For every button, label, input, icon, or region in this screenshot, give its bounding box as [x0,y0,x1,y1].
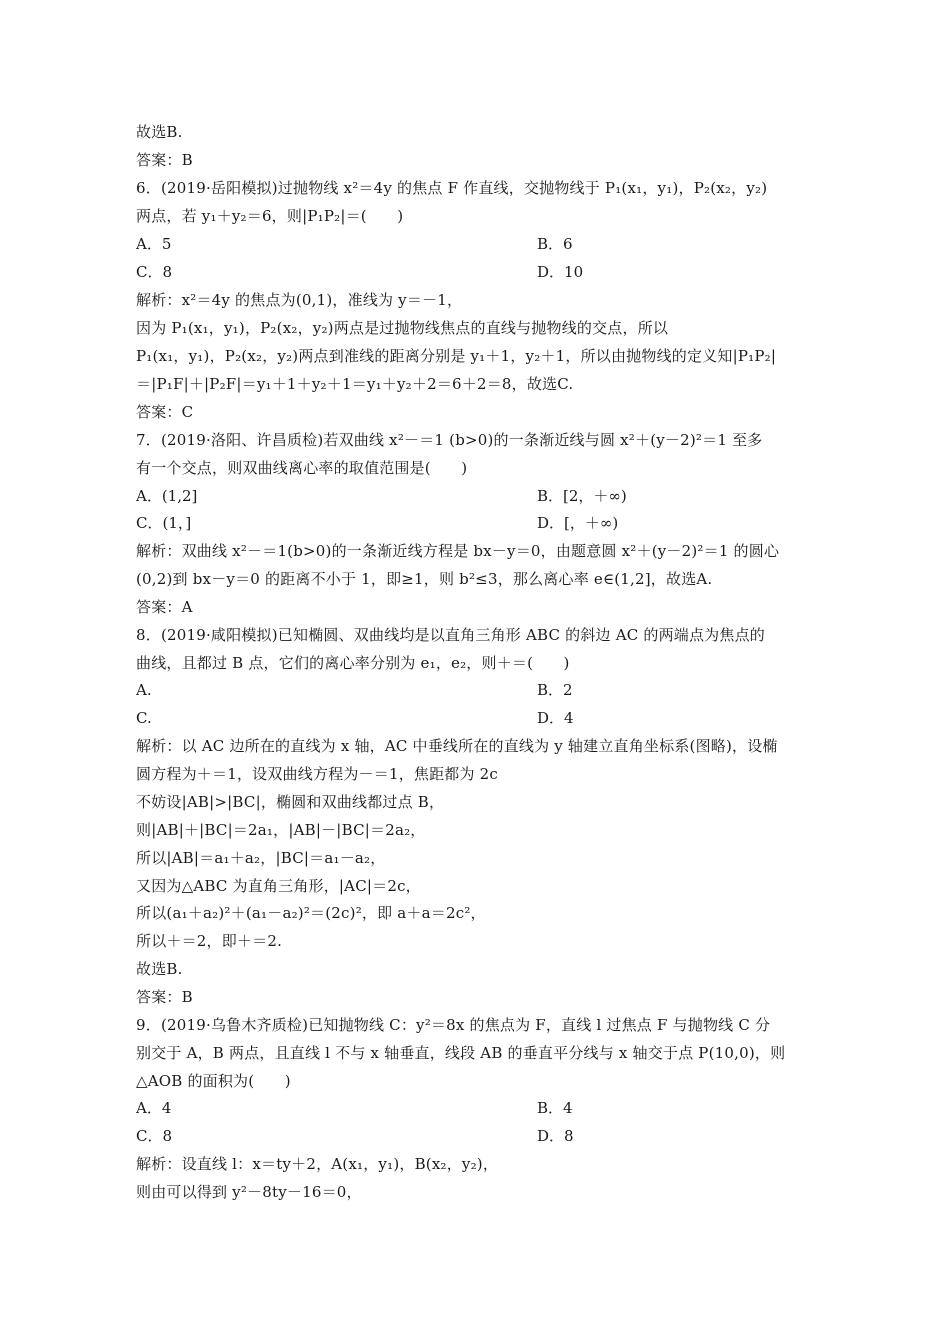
solution-line: ＝|P₁F|＋|P₂F|＝y₁＋1＋y₂＋1＝y₁＋y₂＋2＝6＋2＝8，故选C. [136,375,574,393]
q7-option-c: C．(1，] [136,514,192,532]
q9-option-b: B．4 [537,1099,573,1117]
solution-line: (0,2)到 bx－y＝0 的距离不小于 1，即≥1，则 b²≤3，那么离心率 e∈(1,2]，故选A. [136,570,713,588]
solution-line: 解析：x²＝4y 的焦点为(0,1)，准线为 y＝－1， [136,291,463,309]
question-8-line: 8．(2019·咸阳模拟)已知椭圆、双曲线均是以直角三角形 ABC 的斜边 AC 的两端点为焦点的 [136,626,765,644]
question-9-line: 别交于 A，B 两点，且直线 l 不与 x 轴垂直，线段 AB 的垂直平分线与 x 轴交于点 P(10,0)，则 [136,1044,786,1062]
solution-line: 则由可以得到 y²－8ty－16＝0， [136,1183,362,1201]
q7-option-d: D．[，＋∞) [537,514,619,532]
q8-option-a: A. [136,681,152,699]
text-line: 故选B. [136,123,183,141]
solution-line: 所以＋＝2，即＋＝2. [136,932,283,950]
solution-line: 解析：以 AC 边所在的直线为 x 轴，AC 中垂线所在的直线为 y 轴建立直角坐标系(图略)，设椭 [136,737,778,755]
question-7-line: 有一个交点，则双曲线离心率的取值范围是( ) [136,459,468,477]
q7-option-a: A．(1,2] [136,487,198,505]
question-6-line: 两点，若 y₁＋y₂＝6，则|P₁P₂|＝( ) [136,207,404,225]
q6-option-d: D．10 [537,263,584,281]
q8-option-c: C. [136,709,152,727]
solution-line: 则|AB|＋|BC|＝2a₁，|AB|－|BC|＝2a₂， [136,821,426,839]
solution-line: 圆方程为＋＝1，设双曲线方程为－＝1，焦距都为 2c [136,765,499,783]
q9-option-c: C．8 [136,1127,173,1145]
question-8-line: 曲线，且都过 B 点，它们的离心率分别为 e₁，e₂，则＋＝( ) [136,654,570,672]
q9-option-d: D．8 [537,1127,574,1145]
solution-line: 因为 P₁(x₁，y₁)，P₂(x₂，y₂)两点是过抛物线焦点的直线与抛物线的交点，所以 [136,319,669,337]
solution-line: 又因为△ABC 为直角三角形，|AC|＝2c， [136,877,421,895]
solution-line: 解析：双曲线 x²－＝1(b>0)的一条渐近线方程是 bx－y＝0，由题意圆 x²＋(y－2)²＝1 的圆心 [136,542,780,560]
q6-option-b: B．6 [537,235,573,253]
solution-line: 所以(a₁＋a₂)²＋(a₁－a₂)²＝(2c)²，即 a＋a＝2c²， [136,904,486,922]
question-9-line: △AOB 的面积为( ) [136,1072,291,1090]
answer-line: 答案：A [136,598,193,616]
q9-option-a: A．4 [136,1099,172,1117]
q6-option-c: C．8 [136,263,173,281]
answer-line: 答案：B [136,151,193,169]
answer-line: 答案：C [136,403,194,421]
q6-option-a: A．5 [136,235,172,253]
solution-line: 所以|AB|＝a₁＋a₂，|BC|＝a₁－a₂， [136,849,386,867]
answer-line: 答案：B [136,988,193,1006]
question-9-line: 9．(2019·乌鲁木齐质检)已知抛物线 C：y²＝8x 的焦点为 F，直线 l 过焦点 F 与抛物线 C 分 [136,1016,771,1034]
question-6-line: 6．(2019·岳阳模拟)过抛物线 x²＝4y 的焦点 F 作直线，交抛物线于 P₁(x₁，y₁)，P₂(x₂，y₂) [136,179,768,197]
q8-option-b: B．2 [537,681,573,699]
q7-option-b: B．[2，＋∞) [537,487,627,505]
solution-line: 解析：设直线 l：x＝ty＋2，A(x₁，y₁)，B(x₂，y₂)， [136,1155,499,1173]
solution-line: 不妨设|AB|>|BC|，椭圆和双曲线都过点 B， [136,793,445,811]
solution-line: P₁(x₁，y₁)，P₂(x₂，y₂)两点到准线的距离分别是 y₁＋1，y₂＋1，所以由抛物线的定义知|P₁P₂| [136,347,777,365]
q8-option-d: D．4 [537,709,574,727]
question-7-line: 7．(2019·洛阳、许昌质检)若双曲线 x²－＝1 (b>0)的一条渐近线与圆 x²＋(y－2)²＝1 至多 [136,431,763,449]
text-line: 故选B. [136,960,183,978]
